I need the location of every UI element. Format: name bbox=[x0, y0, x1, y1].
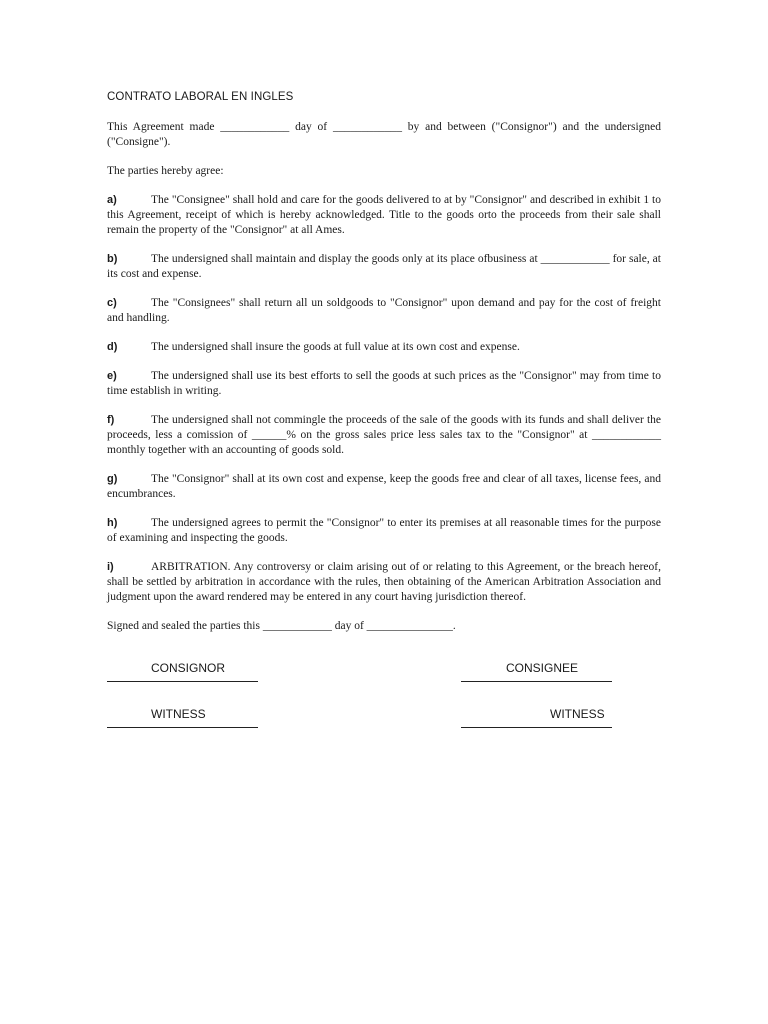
signature-row-parties bbox=[107, 661, 661, 707]
clause-i bbox=[107, 560, 661, 605]
consignee-label: CONSIGNEE bbox=[506, 661, 579, 675]
clause-letter: f) bbox=[107, 414, 115, 426]
clause-text: The undersigned shall not commingle the proceeds of the sale of the goods with its funds and shall deliver the proceeds, less a comission of ______% on the gross sales price less sales tax to the "Consignor" at ____________ monthly together with an accounting of goods sold. bbox=[107, 414, 661, 456]
clause-a bbox=[107, 193, 661, 238]
clause-text: The undersigned agrees to permit the "Consignor" to enter its premises at all reasonable times for the purpose of examining and inspecting the goods. bbox=[107, 517, 661, 544]
clause-letter: b) bbox=[107, 253, 118, 265]
document-title: CONTRATO LABORAL EN INGLES bbox=[107, 91, 294, 103]
clause-d bbox=[107, 340, 661, 355]
witness-left-label: WITNESS bbox=[151, 707, 206, 721]
clause-letter: a) bbox=[107, 194, 117, 206]
clause-letter: d) bbox=[107, 341, 118, 353]
clause-text: The "Consignor" shall at its own cost and expense, keep the goods free and clear of all taxes, license fees, and encumbrances. bbox=[107, 473, 661, 500]
witness-left-signature-line bbox=[107, 727, 258, 728]
clause-b bbox=[107, 252, 661, 282]
clause-f bbox=[107, 413, 661, 458]
clause-g bbox=[107, 472, 661, 502]
clause-letter: c) bbox=[107, 297, 117, 309]
signature-row-witnesses bbox=[107, 707, 661, 753]
clause-text: The "Consignees" shall return all un soldgoods to "Consignor" upon demand and pay for the cost of freight and handling. bbox=[107, 297, 661, 324]
witness-right-label: WITNESS bbox=[550, 707, 605, 721]
witness-right-signature-line bbox=[461, 727, 612, 728]
clause-h bbox=[107, 516, 661, 546]
signature-block bbox=[107, 661, 661, 753]
consignor-label: CONSIGNOR bbox=[151, 661, 226, 675]
clause-text: The "Consignee" shall hold and care for the goods delivered to at by "Consignor" and described in exhibit 1 to this Agreement, receipt of which is hereby acknowledged. Title to the goods orto the proceeds from their sale shall remain the property of the "Consignor" at all Ames. bbox=[107, 194, 661, 236]
intro-paragraph: This Agreement made ____________ day of ____________ by and between ("Consignor") and the undersigned ("Consigne"). bbox=[107, 121, 661, 148]
clause-text: The undersigned shall maintain and display the goods only at its place ofbusiness at ____________ for sale, at its cost and expense. bbox=[107, 253, 661, 280]
clause-c bbox=[107, 296, 661, 326]
clause-letter: g) bbox=[107, 473, 118, 485]
clause-text: The undersigned shall insure the goods at full value at its own cost and expense. bbox=[151, 341, 520, 353]
clause-text: The undersigned shall use its best efforts to sell the goods at such prices as the "Consignor" may from time to time establish in writing. bbox=[107, 370, 661, 397]
clause-letter: i) bbox=[107, 561, 114, 573]
clause-letter: e) bbox=[107, 370, 117, 382]
agree-paragraph: The parties hereby agree: bbox=[107, 165, 224, 177]
clause-text: ARBITRATION. Any controversy or claim arising out of or relating to this Agreement, or the breach hereof, shall be settled by arbitration in accordance with the rules, then obtaining of the American Arbitration Association and judgment upon the award rendered may be entered in any court having jurisdiction thereof. bbox=[107, 561, 661, 603]
consignee-signature-line bbox=[461, 681, 612, 682]
clause-e bbox=[107, 369, 661, 399]
clause-letter: h) bbox=[107, 517, 118, 529]
document-body bbox=[107, 91, 661, 648]
consignor-signature-line bbox=[107, 681, 258, 682]
signed-paragraph: Signed and sealed the parties this ____________ day of _______________. bbox=[107, 620, 456, 632]
